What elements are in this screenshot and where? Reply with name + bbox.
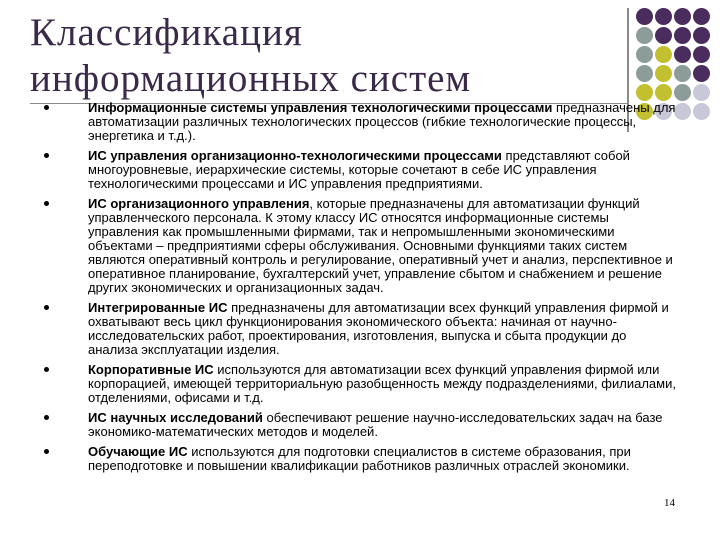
bullet-marker	[44, 367, 49, 372]
decorative-dot	[693, 27, 710, 44]
decorative-dot	[636, 8, 653, 25]
decorative-dot	[693, 84, 710, 101]
bullet-marker	[44, 415, 49, 420]
decorative-dot	[655, 27, 672, 44]
decorative-dot	[636, 46, 653, 63]
term: Обучающие ИС	[88, 444, 188, 459]
term: ИС научных исследований	[88, 410, 263, 425]
decorative-dot	[693, 103, 710, 120]
slide-title-line-1: Классификация	[30, 11, 303, 54]
term: ИС организационного управления	[88, 196, 310, 211]
list-item	[44, 197, 676, 295]
list-item	[44, 411, 676, 439]
decorative-dot	[674, 103, 691, 120]
bullet-marker	[44, 153, 49, 158]
decorative-dot	[655, 46, 672, 63]
decorative-dot	[636, 65, 653, 82]
slide-title-line-2: информационных систем	[30, 57, 472, 100]
description: предназначены для автоматизации всех функций управления фирмой и охватывают весь цикл функционирования экономического объекта: начиная от научно-исследовательских работ, проектирования, изготовления, выпуска и сбыта продукции до анализа эксплуатации изделия.	[88, 300, 669, 357]
decorative-dot	[693, 46, 710, 63]
decorative-dot	[674, 46, 691, 63]
bullet-marker	[44, 449, 49, 454]
decorative-dot	[674, 27, 691, 44]
list-item	[44, 445, 676, 473]
bullet-marker	[44, 105, 49, 110]
decorative-dot	[655, 8, 672, 25]
decorative-dot	[636, 84, 653, 101]
term: Интегрированные ИС	[88, 300, 228, 315]
description: используются для автоматизации всех функций управления фирмой или корпорацией, имеющей территориальную разобщенность между подразделениями, филиалами, отделениями, офисами и т.д.	[88, 362, 676, 405]
decorative-dot	[636, 27, 653, 44]
decorative-dot	[693, 8, 710, 25]
bullet-marker	[44, 201, 49, 206]
decorative-dot	[674, 84, 691, 101]
term: Корпоративные ИС	[88, 362, 214, 377]
decorative-dot	[693, 65, 710, 82]
list-item	[44, 149, 676, 191]
decorative-dot	[674, 8, 691, 25]
term: ИС управления организационно-технологическими процессами	[88, 148, 502, 163]
decorative-dot	[674, 65, 691, 82]
description: обеспечивают решение научно-исследовательских задач на базе экономико-математических методов и моделей.	[88, 410, 663, 439]
list-item	[44, 301, 676, 357]
decorative-dot	[655, 84, 672, 101]
list-item	[44, 363, 676, 405]
list-item	[44, 101, 676, 143]
slide-title	[30, 10, 630, 102]
bullet-marker	[44, 305, 49, 310]
description: используются для подготовки специалистов в системе образования, при переподготовке и повышении квалификации работников различных отраслей экономики.	[88, 444, 631, 473]
term: Информационные системы управления технологическими процессами	[88, 100, 553, 115]
classification-list	[44, 101, 676, 479]
decorative-dot	[655, 65, 672, 82]
description: представляют собой многоуровневые, иерархические системы, которые сочетают в себе ИС управления технологическими процессами и ИС управления предприятиями.	[88, 148, 630, 191]
page-number: 14	[664, 497, 675, 509]
description: предназначены для автоматизации различных технологических процессов (гибкие технологические процессы, энергетика и т.д.).	[88, 100, 676, 143]
description: , которые предназначены для автоматизации функций управленческого персонала. К этому классу ИС относятся информационные системы управления как промышленными фирмами, так и непромышленными экономическими объектами – предприятиями сферы обслуживания. Основными функциями таких систем являются оперативный контроль и регулирование, оперативный учет и анализ, перспективное и оперативное планирование, бухгалтерский учет, управление сбытом и снабжением и решение других экономических и организационных задач.	[88, 196, 673, 295]
